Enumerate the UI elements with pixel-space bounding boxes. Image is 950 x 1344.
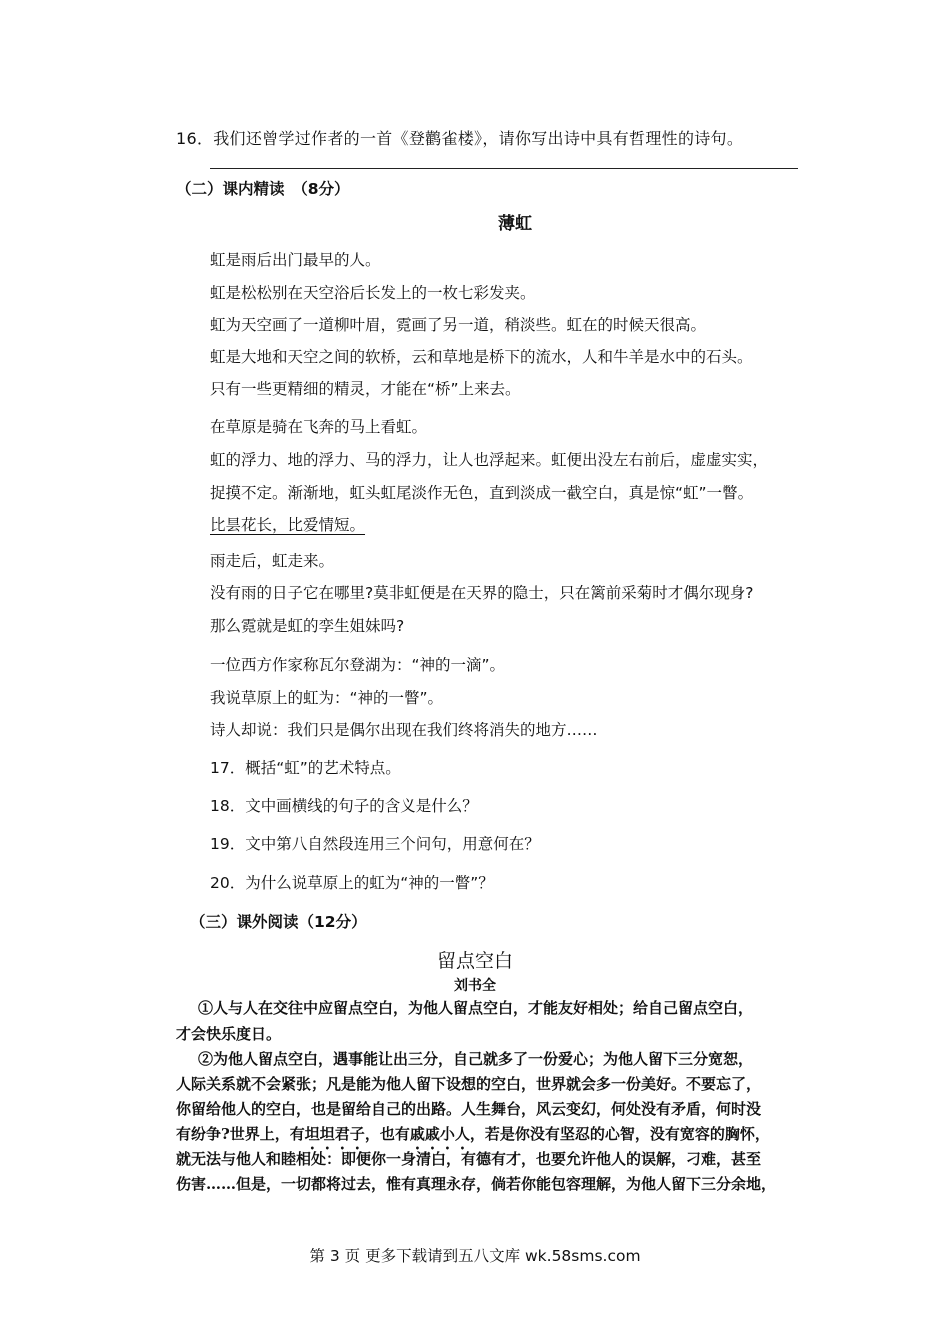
passage-line: 那么霓就是虹的孪生姐妹吗?	[210, 617, 405, 635]
passage-line: 没有雨的日子它在哪里?莫非虹便是在天界的隐士，只在篱前采菊时才偶尔现身?	[210, 584, 754, 602]
article-title: 留点空白	[436, 950, 513, 972]
article-author: 刘书全	[454, 978, 496, 994]
article-line: 就无法与他人和睦相处：即便你一身清白，有德有才，也要允许他人的误解，刁难，甚至	[176, 1150, 762, 1168]
question-18: 18．文中画横线的句子的含义是什么？	[210, 797, 478, 815]
passage-line: 虹是大地和天空之间的软桥，云和草地是桥下的流水，人和牛羊是水中的石头。	[210, 348, 753, 366]
passage-line: 一位西方作家称瓦尔登湖为：“神的一滴”。	[210, 656, 506, 674]
passage-line: 雨走后，虹走来。	[210, 552, 335, 570]
article-line: 才会快乐度日。	[176, 1025, 282, 1043]
section-heading-2: （二）课内精读 （8分）	[176, 180, 350, 198]
text-segment: ，若是你没有坚忍的心智，没有宽容的胸怀，	[469, 1125, 770, 1143]
question-19: 19．文中第八自然段连用三个问句，用意何在？	[210, 835, 540, 853]
article-line: 人际关系就不会紧张；凡是能为他人留下设想的空白，世界就会多一份美好。不要忘了，	[176, 1075, 762, 1093]
passage-line: 只有一些更精细的精灵，才能在“桥”上来去。	[210, 380, 521, 398]
question-20: 20．为什么说草原上的虹为“神的一瞥”？	[210, 874, 494, 892]
emphasized-phrase: 坦坦君子	[304, 1125, 365, 1143]
passage-title: 薄虹	[498, 214, 532, 234]
passage-line: 我说草原上的虹为：“神的一瞥”。	[210, 689, 444, 707]
question-17: 17．概括“虹”的艺术特点。	[210, 759, 401, 777]
passage-line: 虹为天空画了一道柳叶眉，霓画了另一道，稍淡些。虹在的时候天很高。	[210, 316, 707, 334]
emphasized-phrase: 戚戚小人	[409, 1125, 470, 1143]
page-footer: 第 3 页 更多下载请到五八文库 wk.58sms.com	[309, 1247, 641, 1265]
passage-line: 虹的浮力、地的浮力、马的浮力，让人也浮起来。虹便出没左右前后，虚虚实实，	[210, 451, 769, 469]
article-line: ①人与人在交往中应留点空白，为他人留点空白，才能友好相处；给自己留点空白，	[198, 999, 754, 1017]
article-line: 伤害……但是，一切都将过去，惟有真理永存，倘若你能包容理解，为他人留下三分余地，	[176, 1175, 777, 1193]
article-line: ②为他人留点空白，遇事能让出三分，自己就多了一份爱心；为他人留下三分宽恕，	[198, 1050, 754, 1068]
passage-line: 在草原是骑在飞奔的马上看虹。	[210, 418, 428, 436]
passage-line: 诗人却说：我们只是偶尔出现在我们终将消失的地方……	[210, 721, 598, 739]
passage-line: 虹是松松别在天空浴后长发上的一枚七彩发夹。	[210, 284, 536, 302]
article-line: 你留给他人的空白，也是留给自己的出路。人生舞台，风云变幻，何处没有矛盾，何时没	[176, 1100, 762, 1118]
question-16: 16．我们还曾学过作者的一首《登鹳雀楼》，请你写出诗中具有哲理性的诗句。	[176, 129, 744, 148]
passage-line: 捉摸不定。渐渐地，虹头虹尾淡作无色，直到淡成一截空白，真是惊“虹”一瞥。	[210, 484, 754, 502]
answer-line	[210, 168, 798, 169]
section-heading-3: （三）课外阅读（12分）	[190, 913, 367, 931]
underlined-sentence: 比昙花长，比爱情短。	[210, 516, 366, 534]
text-segment: 有纷争?世界上，有	[176, 1125, 305, 1143]
text-segment: ，也有	[364, 1125, 410, 1143]
passage-line: 虹是雨后出门最早的人。	[210, 251, 381, 269]
